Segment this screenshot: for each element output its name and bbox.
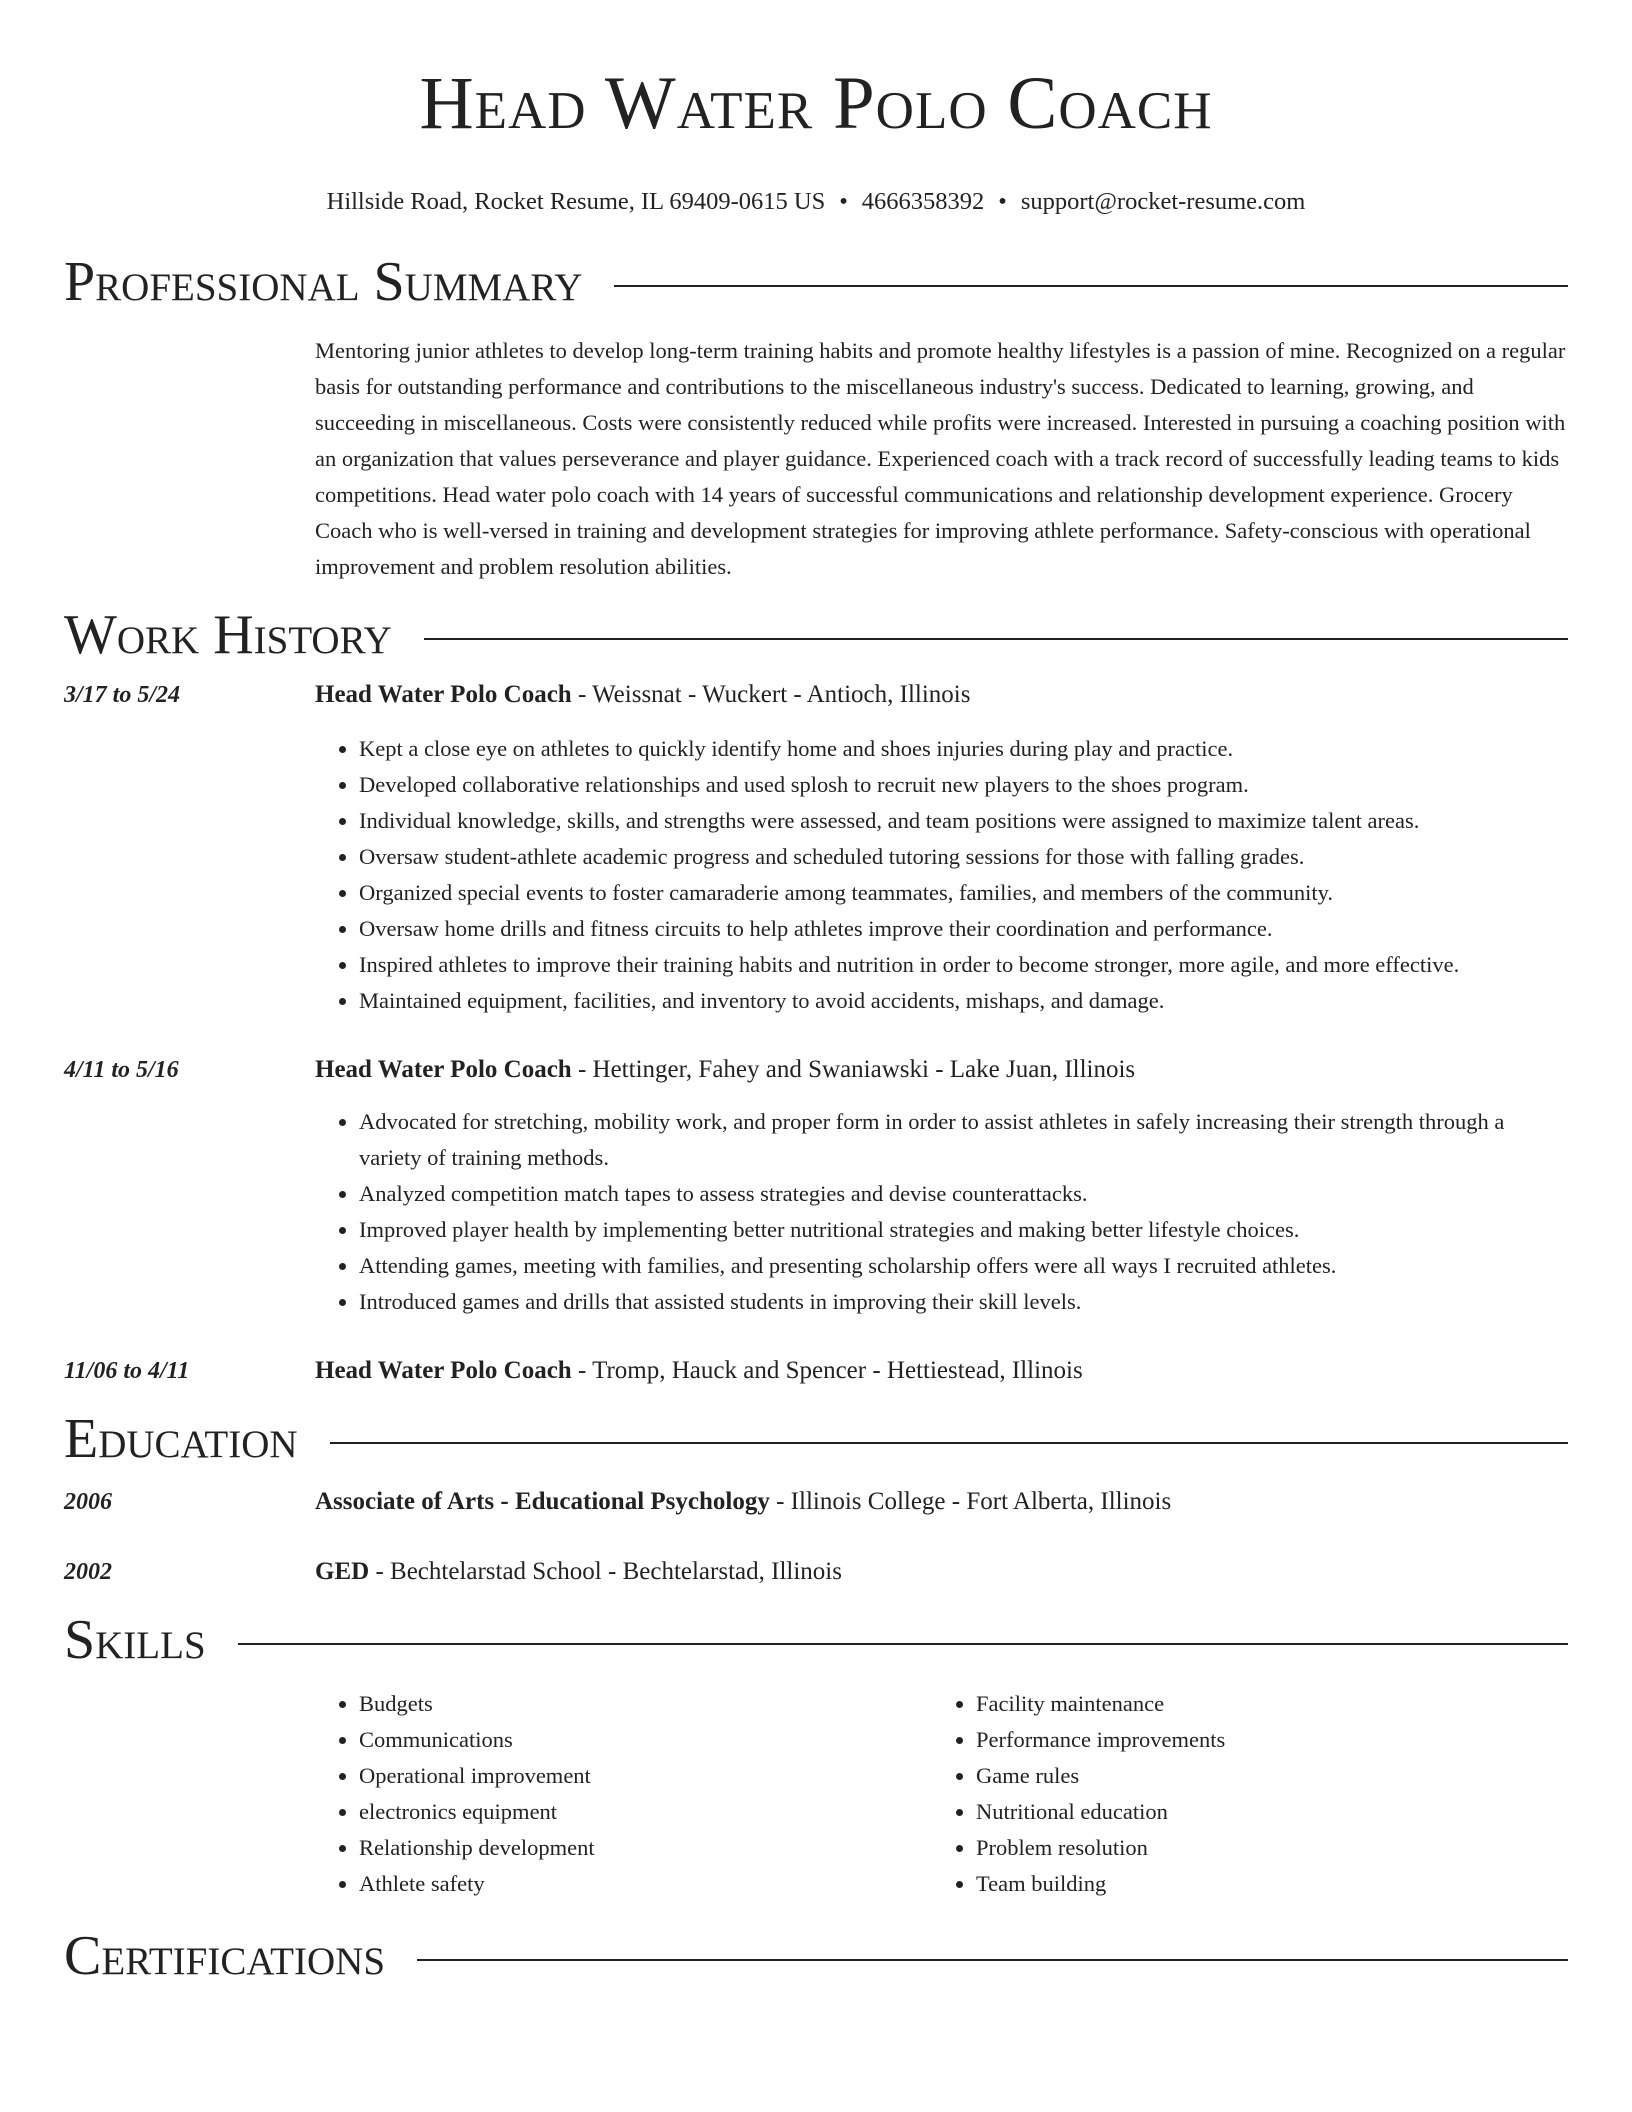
job-bullets (315, 1104, 1568, 1320)
contact-line (64, 186, 1568, 218)
list-item: • Oversaw student-athlete academic progress and scheduled tutoring sessions for those with falling grades. (359, 839, 1568, 875)
job-title-line (315, 1052, 1135, 1088)
list-item: • Individual knowledge, skills, and strengths were assessed, and team positions were assigned to maximize talent areas. (359, 803, 1568, 839)
job-entry (64, 1353, 1568, 1389)
summary-heading: Professional Summary (64, 251, 583, 313)
skill-item: • Relationship development (359, 1830, 932, 1866)
list-item: • Kept a close eye on athletes to quickly identify home and shoes injuries during play and practice. (359, 731, 1568, 767)
skills-heading: Skills (64, 1609, 206, 1671)
list-item: • Advocated for stretching, mobility work, and proper form in order to assist athletes in safely increasing their strength through a variety of training methods. (359, 1104, 1568, 1176)
summary-section-header (64, 250, 1568, 314)
job-title: Head Water Polo Coach (315, 1056, 572, 1083)
job-header (64, 1052, 1568, 1088)
education-title-line (315, 1484, 1171, 1520)
job-entry (64, 677, 1568, 1019)
education-details: - Bechtelarstad School - Bechtelarstad, Illinois (369, 1558, 842, 1585)
contact-phone: 4666358392 (861, 188, 985, 215)
skill-item: • Operational improvement (359, 1758, 932, 1794)
section-divider (424, 638, 1568, 640)
job-header (64, 677, 1568, 713)
contact-email: support@rocket-resume.com (1020, 188, 1306, 215)
education-entry (64, 1554, 1568, 1590)
section-divider (330, 1442, 1568, 1444)
skill-item: • Problem resolution (976, 1830, 1549, 1866)
education-heading: Education (64, 1408, 298, 1470)
job-dates: 3/17 to 5/24 (64, 682, 181, 708)
job-details: - Weissnat - Wuckert - Antioch, Illinois (571, 681, 971, 708)
list-item: • Inspired athletes to improve their training habits and nutrition in order to become stronger, more agile, and more effective. (359, 947, 1568, 983)
education-section-header (64, 1407, 1568, 1471)
job-title-line (315, 1353, 1083, 1389)
skill-item: • Budgets (359, 1686, 932, 1722)
skill-item: • Performance improvements (976, 1722, 1549, 1758)
skills-section-header (64, 1608, 1568, 1672)
skills-column-left (315, 1686, 932, 1902)
skill-item: • Facility maintenance (976, 1686, 1549, 1722)
job-details: - Tromp, Hauck and Spencer - Hettiestead, Illinois (571, 1357, 1083, 1384)
section-divider (417, 1959, 1568, 1961)
job-title: Head Water Polo Coach (315, 681, 572, 708)
work-heading: Work History (64, 604, 392, 666)
education-degree: Associate of Arts - Educational Psychology (315, 1488, 770, 1515)
job-entry (64, 1052, 1568, 1320)
education-year: 2002 (64, 1559, 112, 1585)
education-title-line (315, 1554, 842, 1590)
list-item: • Organized special events to foster camaraderie among teammates, families, and members of the community. (359, 875, 1568, 911)
certifications-heading: Certifications (64, 1925, 386, 1987)
list-item: • Oversaw home drills and fitness circuits to help athletes improve their coordination and performance. (359, 911, 1568, 947)
education-entry (64, 1484, 1568, 1520)
skill-item: • Game rules (976, 1758, 1549, 1794)
job-bullets (315, 731, 1568, 1019)
job-title: Head Water Polo Coach (315, 1357, 572, 1384)
education-degree: GED (315, 1558, 370, 1585)
work-section-header (64, 603, 1568, 667)
job-details: - Hettinger, Fahey and Swaniawski - Lake Juan, Illinois (571, 1056, 1136, 1083)
contact-separator: • (839, 188, 848, 215)
job-dates: 4/11 to 5/16 (64, 1057, 179, 1083)
contact-separator: • (998, 188, 1007, 215)
list-item: • Analyzed competition match tapes to assess strategies and devise counterattacks. (359, 1176, 1568, 1212)
list-item: • Developed collaborative relationships and used splosh to recruit new players to the shoes program. (359, 767, 1568, 803)
job-dates: 11/06 to 4/11 (64, 1358, 190, 1384)
skill-item: • Team building (976, 1866, 1549, 1902)
skill-item: • electronics equipment (359, 1794, 932, 1830)
certifications-section-header (64, 1924, 1568, 1988)
job-header (64, 1353, 1568, 1389)
list-item: • Maintained equipment, facilities, and inventory to avoid accidents, mishaps, and damage. (359, 983, 1568, 1019)
section-divider (614, 285, 1568, 287)
education-details: - Illinois College - Fort Alberta, Illinois (769, 1488, 1172, 1515)
skills-column-right (932, 1686, 1549, 1902)
skills-list (315, 1686, 1568, 1902)
job-title-line (315, 677, 970, 713)
list-item: • Introduced games and drills that assisted students in improving their skill levels. (359, 1284, 1568, 1320)
section-divider (238, 1643, 1568, 1645)
education-year: 2006 (64, 1489, 112, 1515)
resume-name: Head Water Polo Coach (419, 62, 1213, 145)
skill-item: • Communications (359, 1722, 932, 1758)
list-item: • Improved player health by implementing better nutritional strategies and making better lifestyle choices. (359, 1212, 1568, 1248)
skill-item: • Athlete safety (359, 1866, 932, 1902)
summary-text: Mentoring junior athletes to develop long-term training habits and promote healthy lifestyles is a passion of mine. Recognized on a regular basis for outstanding performance and contributions to the miscellaneous industry's success. Dedicated to learning, growing, and succeeding in miscellaneous. Costs were consistently reduced while profits were increased. Interested in pursuing a coaching position with an organization that values perseverance and player guidance. Experienced coach with a track record of successfully leading teams to kids competitions. Head water polo coach with 14 years of successful communications and relationship development experience. Grocery Coach who is well-versed in training and development strategies for improving athlete performance. Safety-conscious with operational improvement and problem resolution abilities. (315, 338, 1566, 579)
resume-page (64, 0, 1568, 1988)
list-item: • Attending games, meeting with families, and presenting scholarship offers were all ways I recruited athletes. (359, 1248, 1568, 1284)
skill-item: • Nutritional education (976, 1794, 1549, 1830)
contact-address: Hillside Road, Rocket Resume, IL 69409-0615 US (326, 188, 826, 215)
